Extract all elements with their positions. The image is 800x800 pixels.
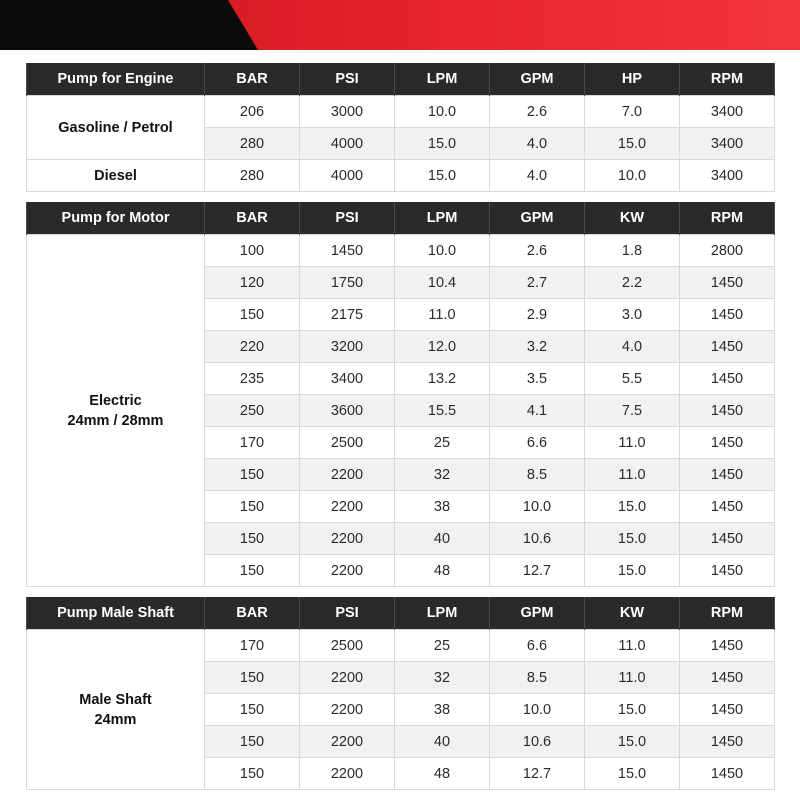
motor-pump-table xyxy=(26,202,775,587)
table-cell-gpm: 2.6 xyxy=(490,235,585,267)
header-category: Pump Male Shaft xyxy=(27,597,205,630)
male-shaft-pump-table xyxy=(26,597,775,790)
table-row xyxy=(27,160,775,192)
table-cell-gpm: 6.6 xyxy=(490,427,585,459)
table-cell-rpm: 1450 xyxy=(680,662,775,694)
header-lpm: LPM xyxy=(395,202,490,235)
table-cell-lpm: 38 xyxy=(395,491,490,523)
table-cell-lpm: 10.4 xyxy=(395,267,490,299)
header-gpm: GPM xyxy=(490,202,585,235)
table-header-row xyxy=(27,597,775,630)
table-cell-lpm: 48 xyxy=(395,555,490,587)
table-row xyxy=(27,235,775,267)
header-lpm: LPM xyxy=(395,597,490,630)
table-cell-gpm: 2.6 xyxy=(490,96,585,128)
table-cell-kw: 11.0 xyxy=(585,662,680,694)
table-cell-psi: 2200 xyxy=(300,694,395,726)
table-cell-rpm: 3400 xyxy=(680,128,775,160)
header-gpm: GPM xyxy=(490,63,585,96)
table-cell-lpm: 48 xyxy=(395,758,490,790)
table-cell-lpm: 32 xyxy=(395,662,490,694)
table-cell-lpm: 40 xyxy=(395,726,490,758)
header-kw: KW xyxy=(585,597,680,630)
table-cell-psi: 1750 xyxy=(300,267,395,299)
table-cell-psi: 3000 xyxy=(300,96,395,128)
table-cell-gpm: 12.7 xyxy=(490,758,585,790)
table-cell-kw: 3.0 xyxy=(585,299,680,331)
table-cell-gpm: 10.6 xyxy=(490,523,585,555)
table-cell-gpm: 3.2 xyxy=(490,331,585,363)
table-cell-psi: 2500 xyxy=(300,427,395,459)
table-cell-bar: 150 xyxy=(205,523,300,555)
table-cell-bar: 170 xyxy=(205,630,300,662)
table-cell-gpm: 2.9 xyxy=(490,299,585,331)
table-cell-gpm: 12.7 xyxy=(490,555,585,587)
header-bar: BAR xyxy=(205,202,300,235)
table-cell-kw: 15.0 xyxy=(585,758,680,790)
table-cell-rpm: 2800 xyxy=(680,235,775,267)
table-cell-rpm: 1450 xyxy=(680,363,775,395)
header-psi: PSI xyxy=(300,202,395,235)
table-cell-lpm: 10.0 xyxy=(395,96,490,128)
table-cell-rpm: 1450 xyxy=(680,555,775,587)
table-cell-kw: 11.0 xyxy=(585,630,680,662)
header-category: Pump for Motor xyxy=(27,202,205,235)
table-cell-lpm: 38 xyxy=(395,694,490,726)
header-category: Pump for Engine xyxy=(27,63,205,96)
table-cell-rpm: 1450 xyxy=(680,267,775,299)
header-bar: BAR xyxy=(205,63,300,96)
table-cell-psi: 2200 xyxy=(300,523,395,555)
table-cell-rpm: 1450 xyxy=(680,758,775,790)
table-cell-gpm: 2.7 xyxy=(490,267,585,299)
table-cell-bar: 250 xyxy=(205,395,300,427)
header-banner xyxy=(0,0,800,50)
table-cell-lpm: 12.0 xyxy=(395,331,490,363)
table-cell-bar: 120 xyxy=(205,267,300,299)
table-cell-psi: 3400 xyxy=(300,363,395,395)
table-cell-psi: 2200 xyxy=(300,662,395,694)
table-cell-rpm: 1450 xyxy=(680,726,775,758)
table-cell-lpm: 32 xyxy=(395,459,490,491)
table-cell-psi: 2200 xyxy=(300,555,395,587)
table-cell-rpm: 3400 xyxy=(680,96,775,128)
table-cell-kw: 15.0 xyxy=(585,694,680,726)
table-cell-lpm: 13.2 xyxy=(395,363,490,395)
table-cell-bar: 235 xyxy=(205,363,300,395)
table-cell-gpm: 8.5 xyxy=(490,459,585,491)
header-bar: BAR xyxy=(205,597,300,630)
table-cell-bar: 150 xyxy=(205,726,300,758)
table-cell-psi: 3600 xyxy=(300,395,395,427)
table-cell-gpm: 4.0 xyxy=(490,160,585,192)
table-cell-kw: 7.5 xyxy=(585,395,680,427)
table-cell-bar: 150 xyxy=(205,491,300,523)
table-cell-lpm: 15.0 xyxy=(395,128,490,160)
table-cell-kw: 11.0 xyxy=(585,427,680,459)
table-cell-rpm: 3400 xyxy=(680,160,775,192)
table-cell-psi: 3200 xyxy=(300,331,395,363)
table-cell-bar: 150 xyxy=(205,459,300,491)
table-cell-kw: 11.0 xyxy=(585,459,680,491)
table-cell-gpm: 4.0 xyxy=(490,128,585,160)
header-lpm: LPM xyxy=(395,63,490,96)
header-kw: KW xyxy=(585,202,680,235)
table-cell-bar: 150 xyxy=(205,555,300,587)
table-cell-rpm: 1450 xyxy=(680,395,775,427)
table-cell-rpm: 1450 xyxy=(680,491,775,523)
header-hp: HP xyxy=(585,63,680,96)
table-cell-psi: 2200 xyxy=(300,491,395,523)
table-cell-psi: 4000 xyxy=(300,160,395,192)
header-gpm: GPM xyxy=(490,597,585,630)
table-cell-gpm: 10.0 xyxy=(490,491,585,523)
table-cell-rpm: 1450 xyxy=(680,331,775,363)
table-cell-lpm: 11.0 xyxy=(395,299,490,331)
table-cell-psi: 2175 xyxy=(300,299,395,331)
header-rpm: RPM xyxy=(680,63,775,96)
table-cell-bar: 220 xyxy=(205,331,300,363)
table-cell-rpm: 1450 xyxy=(680,459,775,491)
table-cell-kw: 2.2 xyxy=(585,267,680,299)
table-cell-rpm: 1450 xyxy=(680,694,775,726)
table-row xyxy=(27,630,775,662)
table-cell-rpm: 1450 xyxy=(680,427,775,459)
table-cell-gpm: 3.5 xyxy=(490,363,585,395)
table-cell-gpm: 10.6 xyxy=(490,726,585,758)
table-cell-gpm: 10.0 xyxy=(490,694,585,726)
table-cell-kw: 1.8 xyxy=(585,235,680,267)
table-header-row xyxy=(27,63,775,96)
table-cell-hp: 10.0 xyxy=(585,160,680,192)
table-cell-bar: 170 xyxy=(205,427,300,459)
header-rpm: RPM xyxy=(680,597,775,630)
table-cell-gpm: 8.5 xyxy=(490,662,585,694)
table-cell-lpm: 25 xyxy=(395,427,490,459)
table-cell-psi: 2200 xyxy=(300,726,395,758)
table-cell-psi: 4000 xyxy=(300,128,395,160)
table-cell-hp: 7.0 xyxy=(585,96,680,128)
table-cell-kw: 5.5 xyxy=(585,363,680,395)
table-cell-rpm: 1450 xyxy=(680,630,775,662)
table-cell-bar: 150 xyxy=(205,758,300,790)
table-cell-lpm: 25 xyxy=(395,630,490,662)
table-cell-psi: 2200 xyxy=(300,459,395,491)
table-cell-kw: 15.0 xyxy=(585,491,680,523)
table-cell-hp: 15.0 xyxy=(585,128,680,160)
table-cell-bar: 150 xyxy=(205,694,300,726)
group-label: Electric 24mm / 28mm xyxy=(27,235,205,587)
table-header-row xyxy=(27,202,775,235)
table-cell-rpm: 1450 xyxy=(680,299,775,331)
table-row xyxy=(27,96,775,128)
table-cell-psi: 2200 xyxy=(300,758,395,790)
group-label: Gasoline / Petrol xyxy=(27,96,205,160)
table-cell-bar: 150 xyxy=(205,299,300,331)
header-psi: PSI xyxy=(300,63,395,96)
header-psi: PSI xyxy=(300,597,395,630)
banner-red-stripe xyxy=(0,0,800,50)
table-cell-gpm: 6.6 xyxy=(490,630,585,662)
table-cell-bar: 100 xyxy=(205,235,300,267)
table-cell-bar: 280 xyxy=(205,128,300,160)
table-cell-bar: 150 xyxy=(205,662,300,694)
header-rpm: RPM xyxy=(680,202,775,235)
table-cell-kw: 15.0 xyxy=(585,555,680,587)
table-cell-bar: 280 xyxy=(205,160,300,192)
table-cell-kw: 15.0 xyxy=(585,726,680,758)
table-cell-lpm: 15.0 xyxy=(395,160,490,192)
table-cell-rpm: 1450 xyxy=(680,523,775,555)
table-cell-kw: 4.0 xyxy=(585,331,680,363)
table-cell-psi: 2500 xyxy=(300,630,395,662)
table-cell-psi: 1450 xyxy=(300,235,395,267)
table-cell-lpm: 40 xyxy=(395,523,490,555)
table-cell-kw: 15.0 xyxy=(585,523,680,555)
group-label: Male Shaft 24mm xyxy=(27,630,205,790)
table-cell-lpm: 10.0 xyxy=(395,235,490,267)
table-cell-bar: 206 xyxy=(205,96,300,128)
table-cell-lpm: 15.5 xyxy=(395,395,490,427)
table-cell-gpm: 4.1 xyxy=(490,395,585,427)
engine-pump-table xyxy=(26,63,775,192)
group-label: Diesel xyxy=(27,160,205,192)
